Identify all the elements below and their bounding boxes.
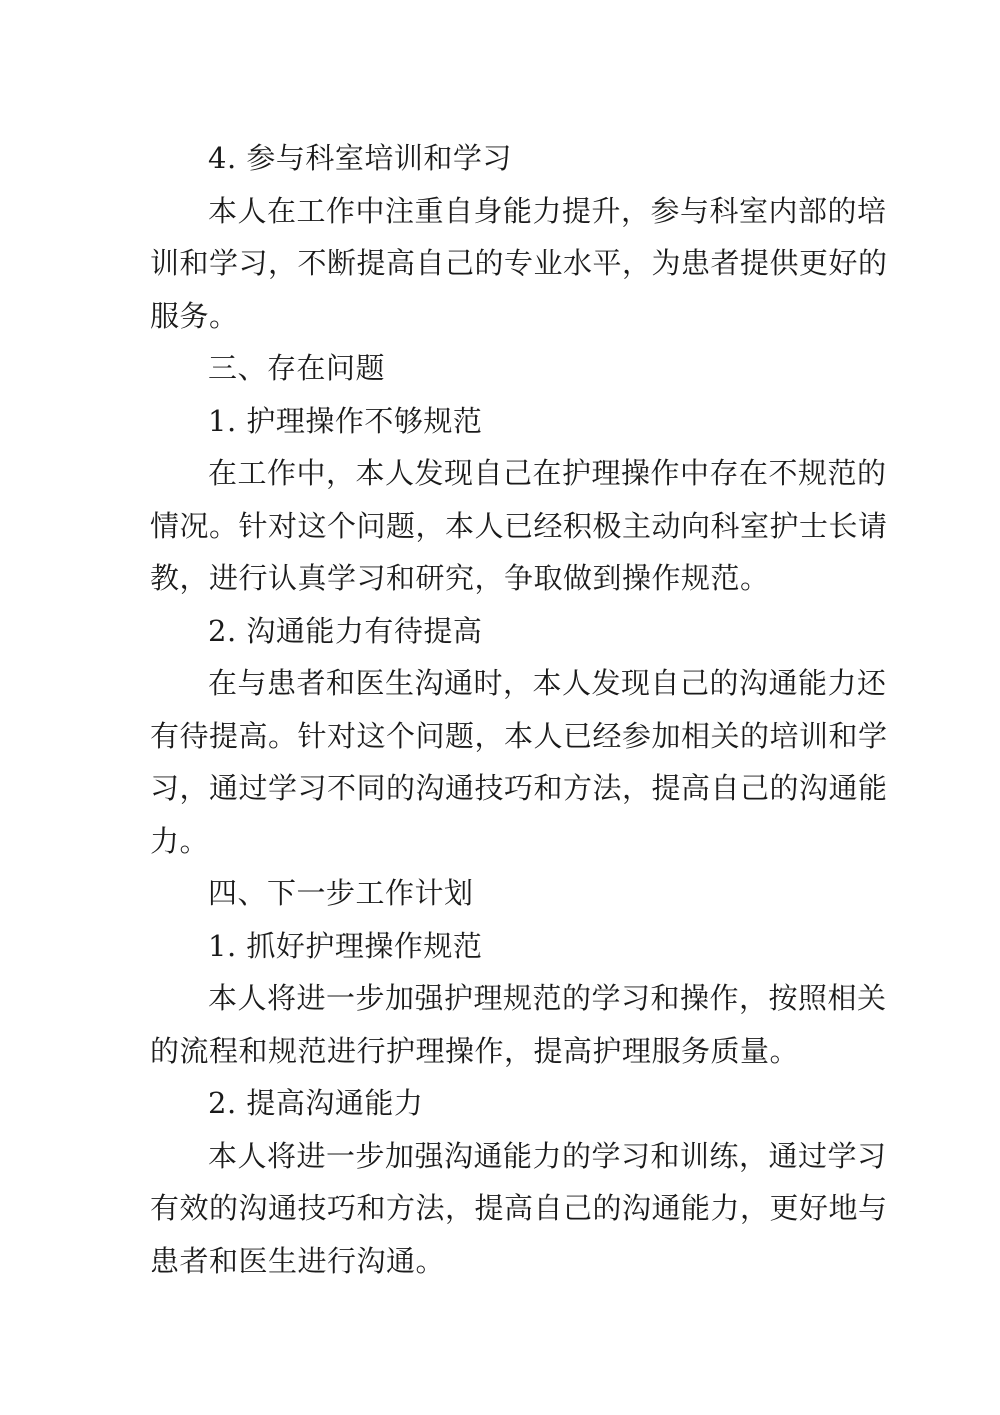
subheading-nursing-operation: 1. 护理操作不够规范	[208, 403, 483, 438]
paragraph-line: 有待提高。针对这个问题，本人已经参加相关的培训和学	[150, 718, 888, 753]
paragraph-training	[150, 185, 888, 343]
paragraph-line: 有效的沟通技巧和方法，提高自己的沟通能力，更好地与	[150, 1191, 888, 1225]
subheading-training: 4. 参与科室培训和学习	[208, 141, 512, 175]
paragraph-operation-standard	[150, 972, 887, 1077]
section-heading-problems: 三、存在问题	[208, 351, 386, 385]
paragraph-line: 教，进行认真学习和研究，争取做到操作规范。	[150, 561, 770, 595]
section-heading-next-plan: 四、下一步工作计划	[208, 876, 474, 910]
paragraph-line: 在工作中，本人发现自己在护理操作中存在不规范的	[208, 456, 887, 490]
paragraph-line: 训和学习，不断提高自己的专业水平，为患者提供更好的	[150, 246, 888, 280]
paragraph-line: 情况。针对这个问题，本人已经积极主动向科室护士长请	[150, 508, 888, 543]
paragraph-line: 力。	[150, 823, 210, 858]
document-page	[150, 132, 888, 1287]
subheading-improve-communication: 2. 提高沟通能力	[208, 1086, 424, 1120]
paragraph-communication	[150, 657, 888, 867]
paragraph-line: 的流程和规范进行护理操作，提高护理服务质量。	[150, 1033, 800, 1068]
paragraph-nursing-operation	[150, 447, 888, 605]
paragraph-line: 患者和医生进行沟通。	[150, 1243, 446, 1278]
paragraph-line: 本人将进一步加强护理规范的学习和操作，按照相关	[208, 981, 887, 1015]
paragraph-line: 本人在工作中注重自身能力提升，参与科室内部的培	[208, 193, 887, 228]
paragraph-improve-communication	[150, 1130, 888, 1288]
paragraph-line: 习，通过学习不同的沟通技巧和方法，提高自己的沟通能	[150, 771, 888, 805]
paragraph-line: 服务。	[150, 298, 239, 333]
paragraph-line: 本人将进一步加强沟通能力的学习和训练，通过学习	[208, 1138, 887, 1173]
subheading-operation-standard: 1. 抓好护理操作规范	[208, 928, 483, 963]
subheading-communication: 2. 沟通能力有待提高	[208, 613, 483, 648]
paragraph-line: 在与患者和医生沟通时，本人发现自己的沟通能力还	[208, 666, 887, 700]
